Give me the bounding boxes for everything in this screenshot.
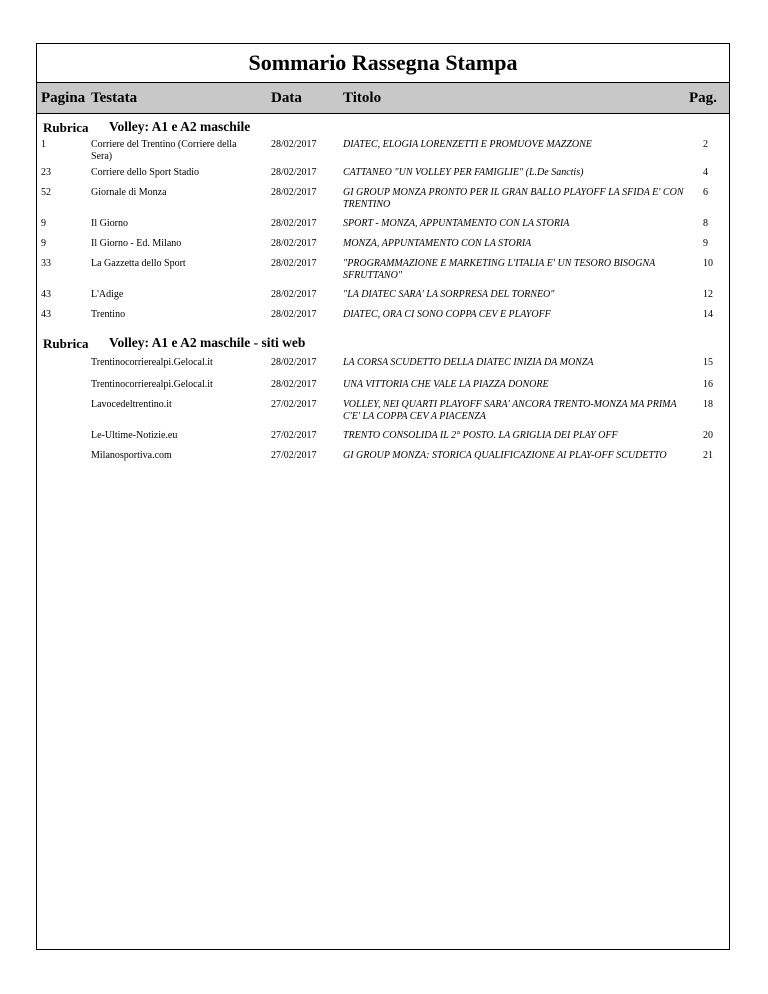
cell-pag: 14: [703, 309, 713, 320]
cell-titolo: VOLLEY, NEI QUARTI PLAYOFF SARA' ANCORA TRENTO-MONZA MA PRIMA C'E' LA COPPA CEV A PIACENZA: [343, 399, 677, 422]
cell-titolo: DIATEC, ORA CI SONO COPPA CEV E PLAYOFF: [343, 309, 551, 320]
header-pag: Pag.: [689, 90, 717, 106]
table-row: [37, 164, 729, 184]
cell-testata: Le-Ultime-Notizie.eu: [91, 430, 178, 441]
table-row: [37, 396, 729, 427]
table-row: [37, 184, 729, 215]
cell-pag: 4: [703, 167, 708, 178]
cell-titolo: CATTANEO "UN VOLLEY PER FAMIGLIE" (L.De Sanctis): [343, 167, 584, 178]
table-row: [37, 376, 729, 396]
cell-titolo: "LA DIATEC SARA' LA SORPRESA DEL TORNEO": [343, 289, 555, 300]
cell-pagina: 43: [41, 289, 51, 300]
section-name: Volley: A1 e A2 maschile - siti web: [109, 335, 306, 350]
cell-pag: 21: [703, 450, 713, 461]
rubrica-label: Rubrica: [43, 120, 89, 135]
cell-titolo: DIATEC, ELOGIA LORENZETTI E PROMUOVE MAZZONE: [343, 139, 592, 150]
cell-pag: 8: [703, 218, 708, 229]
cell-data: 27/02/2017: [271, 399, 317, 410]
header-data: Data: [271, 90, 302, 106]
cell-pag: 6: [703, 187, 708, 198]
cell-titolo: MONZA, APPUNTAMENTO CON LA STORIA: [343, 238, 532, 249]
cell-pagina: 23: [41, 167, 51, 178]
cell-pagina: 52: [41, 187, 51, 198]
cell-testata: Lavocedeltrentino.it: [91, 399, 172, 410]
cell-testata: L'Adige: [91, 289, 124, 300]
column-header-bar: [37, 83, 729, 114]
section-name: Volley: A1 e A2 maschile: [109, 119, 251, 134]
cell-testata: Trentino: [91, 309, 126, 320]
cell-pag: 9: [703, 238, 708, 249]
cell-titolo: GI GROUP MONZA PRONTO PER IL GRAN BALLO PLAYOFF LA SFIDA E' CON TRENTINO: [343, 187, 684, 210]
table-row: [37, 306, 729, 326]
cell-pagina: 33: [41, 258, 51, 269]
cell-data: 28/02/2017: [271, 289, 317, 300]
cell-testata: Il Giorno: [91, 218, 128, 229]
table-row: [37, 235, 729, 255]
cell-pag: 20: [703, 430, 713, 441]
table-row: [37, 447, 729, 478]
cell-pag: 12: [703, 289, 713, 300]
header-titolo: Titolo: [343, 90, 382, 106]
cell-testata: La Gazzetta dello Sport: [91, 258, 186, 269]
cell-titolo: SPORT - MONZA, APPUNTAMENTO CON LA STORIA: [343, 218, 570, 229]
cell-pagina: 9: [41, 218, 46, 229]
cell-data: 27/02/2017: [271, 450, 317, 461]
cell-titolo: LA CORSA SCUDETTO DELLA DIATEC INIZIA DA MONZA: [343, 357, 594, 368]
cell-pag: 15: [703, 357, 713, 368]
cell-pag: 10: [703, 258, 713, 269]
cell-testata: Il Giorno - Ed. Milano: [91, 238, 182, 249]
rubrica-label: Rubrica: [43, 336, 89, 351]
cell-data: 27/02/2017: [271, 430, 317, 441]
cell-testata: Giornale di Monza: [91, 187, 167, 198]
cell-titolo: TRENTO CONSOLIDA IL 2° POSTO. LA GRIGLIA DEI PLAY OFF: [343, 430, 618, 441]
table-row: [37, 427, 729, 447]
cell-testata: Trentinocorrierealpi.Gelocal.it: [91, 379, 213, 390]
cell-pag: 18: [703, 399, 713, 410]
cell-data: 28/02/2017: [271, 258, 317, 269]
cell-data: 28/02/2017: [271, 139, 317, 150]
cell-data: 28/02/2017: [271, 309, 317, 320]
section-header: [37, 114, 729, 136]
table-row: [37, 136, 729, 164]
cell-titolo: GI GROUP MONZA: STORICA QUALIFICAZIONE AI PLAY-OFF SCUDETTO: [343, 450, 667, 461]
cell-data: 28/02/2017: [271, 238, 317, 249]
cell-data: 28/02/2017: [271, 187, 317, 198]
cell-titolo: UNA VITTORIA CHE VALE LA PIAZZA DONORE: [343, 379, 549, 390]
cell-testata: Milanosportiva.com: [91, 450, 172, 461]
cell-pag: 2: [703, 139, 708, 150]
table-row: [37, 255, 729, 286]
cell-testata: Corriere dello Sport Stadio: [91, 167, 200, 178]
cell-data: 28/02/2017: [271, 379, 317, 390]
cell-testata: Trentinocorrierealpi.Gelocal.it: [91, 357, 213, 368]
cell-data: 28/02/2017: [271, 218, 317, 229]
header-pagina: Pagina: [41, 90, 86, 106]
summary-frame: [36, 43, 730, 950]
header-testata: Testata: [91, 90, 138, 106]
section-header: [37, 330, 729, 354]
page-title: Sommario Rassegna Stampa: [37, 44, 729, 83]
table-row: [37, 286, 729, 306]
cell-data: 28/02/2017: [271, 167, 317, 178]
cell-pag: 16: [703, 379, 713, 390]
cell-pagina: 43: [41, 309, 51, 320]
cell-titolo: "PROGRAMMAZIONE E MARKETING L'ITALIA E' UN TESORO BISOGNA SFRUTTANO": [343, 258, 656, 281]
cell-pagina: 1: [41, 139, 46, 150]
table-row: [37, 215, 729, 235]
table-row: [37, 354, 729, 376]
cell-testata: Corriere del Trentino (Corriere della Sera): [91, 139, 237, 162]
cell-data: 28/02/2017: [271, 357, 317, 368]
cell-pagina: 9: [41, 238, 46, 249]
